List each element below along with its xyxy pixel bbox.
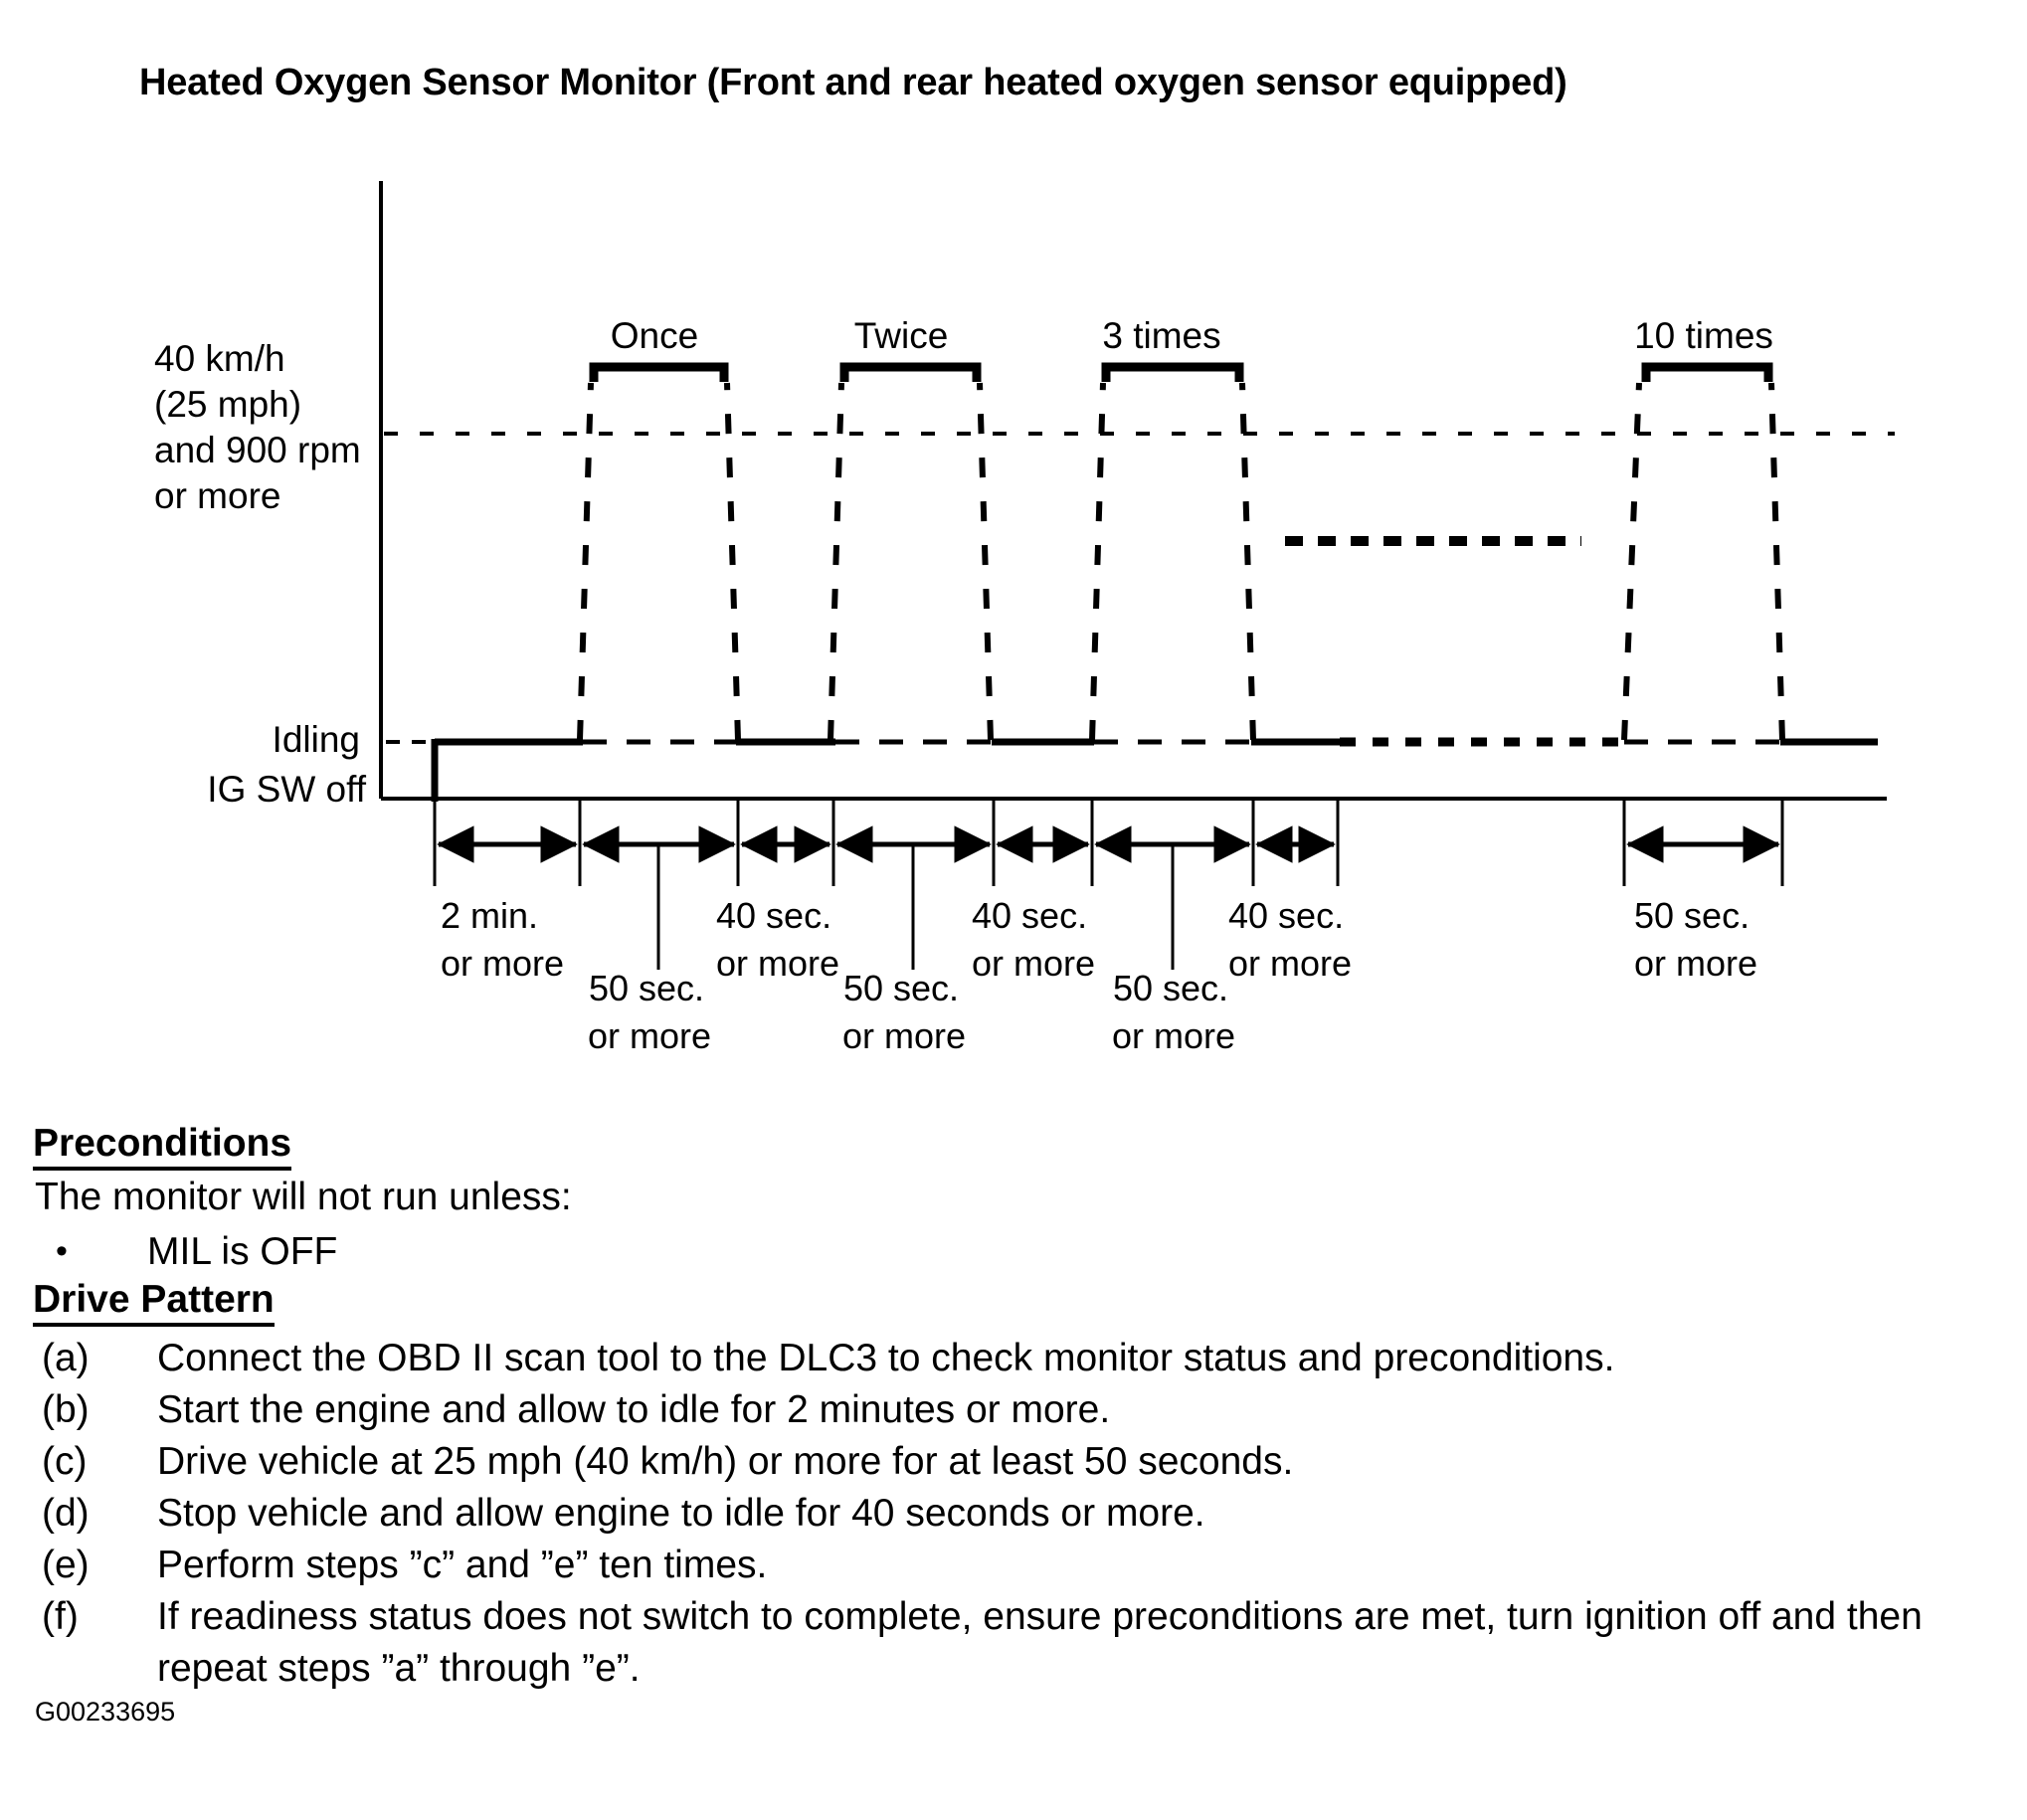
interval-40sec3-line1: 40 sec. — [1228, 895, 1345, 936]
preconditions-heading: Preconditions — [33, 1122, 291, 1171]
interval-40sec3-line2: or more — [1228, 943, 1353, 984]
pulse-label-twice: Twice — [853, 315, 949, 356]
speed-label-line4: or more — [154, 475, 281, 516]
pulse-label-3-times: 3 times — [1102, 315, 1221, 356]
interval-40sec2-line2: or more — [972, 943, 1096, 984]
step-d-text: Stop vehicle and allow engine to idle for 40 seconds or more. — [157, 1492, 1205, 1535]
drive-pattern-heading: Drive Pattern — [33, 1278, 275, 1327]
ig-sw-off-label: IG SW off — [207, 769, 366, 810]
step-c-row — [0, 1440, 2027, 1490]
interval-50sec3-line2: or more — [1111, 1015, 1236, 1056]
pulse-count-labels — [611, 315, 1773, 356]
pulse-3-times — [1092, 367, 1253, 740]
speed-label-line2: (25 mph) — [154, 384, 302, 425]
interval-40sec2-line1: 40 sec. — [972, 895, 1088, 936]
page-title: Heated Oxygen Sensor Monitor (Front and rear heated oxygen sensor equipped) — [139, 62, 1567, 103]
speed-label-line3: and 900 rpm — [154, 430, 361, 470]
interval-50sec2-line2: or more — [841, 1015, 967, 1056]
precondition-bullet-text: MIL is OFF — [147, 1230, 338, 1273]
interval-50sec-right-line2: or more — [1634, 943, 1758, 984]
step-f-text-line1: If readiness status does not switch to complete, ensure preconditions are met, turn ignition off and then — [157, 1595, 1923, 1638]
interval-50sec1-line2: or more — [587, 1015, 712, 1056]
step-b-text: Start the engine and allow to idle for 2 minutes or more. — [157, 1388, 1111, 1431]
idling-label: Idling — [272, 719, 360, 760]
signal-trace — [386, 739, 1878, 802]
pulse-label-10-times: 10 times — [1634, 315, 1773, 356]
pulse-once — [580, 367, 738, 740]
preconditions-intro: The monitor will not run unless: — [35, 1176, 572, 1218]
step-b-row — [0, 1388, 2027, 1438]
interval-50sec1-line1: 50 sec. — [588, 968, 705, 1008]
interval-2min-line2: or more — [441, 943, 565, 984]
figure-code: G00233695 — [35, 1697, 176, 1727]
pulse-label-once: Once — [610, 315, 699, 356]
step-c-label: (c) — [42, 1440, 88, 1483]
step-f-label: (f) — [42, 1595, 79, 1638]
step-f-row — [0, 1595, 2027, 1645]
interval-2min-line1: 2 min. — [441, 895, 539, 936]
interval-labels-row2 — [588, 968, 1235, 1056]
precondition-bullet-item — [0, 1230, 2027, 1276]
step-e-label: (e) — [42, 1544, 90, 1586]
step-a-text: Connect the OBD II scan tool to the DLC3 to check monitor status and preconditions. — [157, 1337, 1615, 1379]
step-a-label: (a) — [42, 1337, 90, 1379]
pulse-10-times — [1624, 367, 1782, 740]
y-axis-labels — [154, 338, 367, 810]
interval-40sec1-line2: or more — [716, 943, 840, 984]
preconditions-section — [33, 1122, 291, 1171]
drive-pattern-section — [33, 1278, 275, 1327]
step-f-row-continued — [0, 1647, 2027, 1697]
interval-50sec3-line1: 50 sec. — [1112, 968, 1229, 1008]
bullet-icon: • — [56, 1232, 68, 1270]
interval-50sec2-line1: 50 sec. — [842, 968, 960, 1008]
step-c-text: Drive vehicle at 25 mph (40 km/h) or more for at least 50 seconds. — [157, 1440, 1294, 1483]
pulse-twice — [830, 367, 991, 740]
step-d-label: (d) — [42, 1492, 90, 1535]
step-e-text: Perform steps ”c” and ”e” ten times. — [157, 1544, 768, 1586]
step-b-label: (b) — [42, 1388, 90, 1431]
interval-50sec-right-line1: 50 sec. — [1634, 895, 1751, 936]
speed-label-line1: 40 km/h — [154, 338, 285, 379]
step-f-text-line2: repeat steps ”a” through ”e”. — [157, 1647, 641, 1690]
step-d-row — [0, 1492, 2027, 1542]
step-a-row — [0, 1337, 2027, 1386]
interval-40sec1-line1: 40 sec. — [716, 895, 832, 936]
step-e-row — [0, 1544, 2027, 1593]
